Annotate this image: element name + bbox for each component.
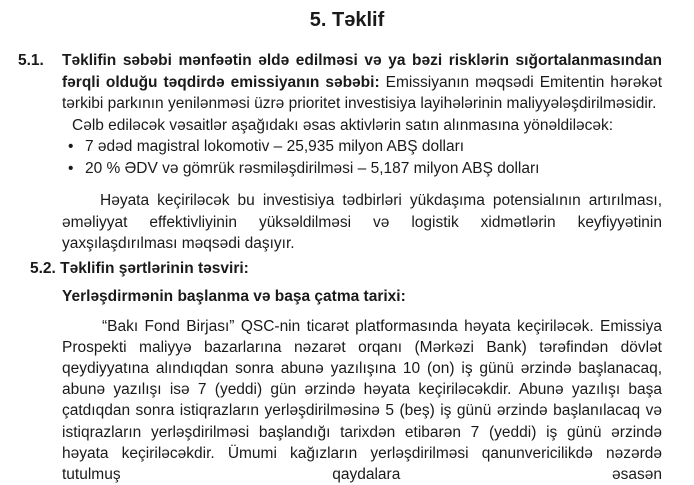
placement-dates-subheading: Yerləşdirmənin başlanma və başa çatma tarixi: <box>62 286 662 308</box>
asset-purchase-list <box>62 136 662 179</box>
section-5-1-lead-bold: Təklifin səbəbi mənfəətin əldə edilməsi və ya bəzi risklərin sığortalanmasından fərqli olduğu təqdirdə emissiyanın səbəbi: <box>62 52 662 91</box>
section-5-1-lead-text: Emissiyanın məqsədi Emitentin hərəkət tərkibi parkının yenilənməsi üzrə prioritet investisiya layihələrinin maliyyələşdirilməsidir. <box>62 74 662 113</box>
section-5-2-number: 5.2. <box>30 260 56 277</box>
section-5-1 <box>62 50 662 255</box>
investment-purpose-paragraph: Həyata keçiriləcək bu investisiya tədbirləri yükdaşıma potensialının artırılması, əməliyyat effektivliyinin yüksəldilməsi və logistik xidmətlərin keyfiyyətinin yaxşılaşdırılması məqsədi daşıyır. <box>62 190 662 255</box>
list-item-locomotives: • 7 ədəd magistral lokomotiv – 25,935 milyon ABŞ dolları <box>62 136 662 158</box>
document-title: 5. Təklif <box>0 8 694 32</box>
section-5-1-number: 5.1. <box>18 50 44 72</box>
section-5-2-heading <box>30 258 662 280</box>
placement-procedure-paragraph: “Bakı Fond Birjası” QSC-nin ticarət platformasında həyata keçiriləcək. Emissiya Prospekti maliyyə bazarlarına nəzarət orqanı (Mərkəzi Bank) tərəfindən dövlət qeydiyyatına alındıqdan sonra abunə yazılışına 10 (on) iş günü ərzində başlanacaq, abunə yazılışı isə 7 (yeddi) gün ərzində həyata keçiriləcəkdir. Abunə yazılışı başa çatdıqdan sonra istiqrazların yerləşdirilməsinə 5 (beş) iş günü ərzində başlanılacaq və istiqrazların yerləşdirilməsi başlandığı tarixdən etibarən 7 (yeddi) iş günü ərzində həyata keçiriləcəkdir. Ümumi kağızların yerləşdirilməsi qanunvericilikdə nəzərdə tutulmuş qaydalara əsasən <box>62 316 662 485</box>
funds-allocation-intro: Cəlb ediləcək vəsaitlər aşağıdakı əsas aktivlərin satın alınmasına yönəldiləcək: <box>72 115 662 137</box>
section-5-2 <box>62 258 662 485</box>
list-item-vat-customs: • 20 % ƏDV və gömrük rəsmiləşdirilməsi – 5,187 milyon ABŞ dolları <box>62 158 662 180</box>
section-5-2-heading-text: Təklifin şərtlərinin təsviri: <box>60 260 249 277</box>
section-5-1-lead-paragraph <box>62 50 662 115</box>
